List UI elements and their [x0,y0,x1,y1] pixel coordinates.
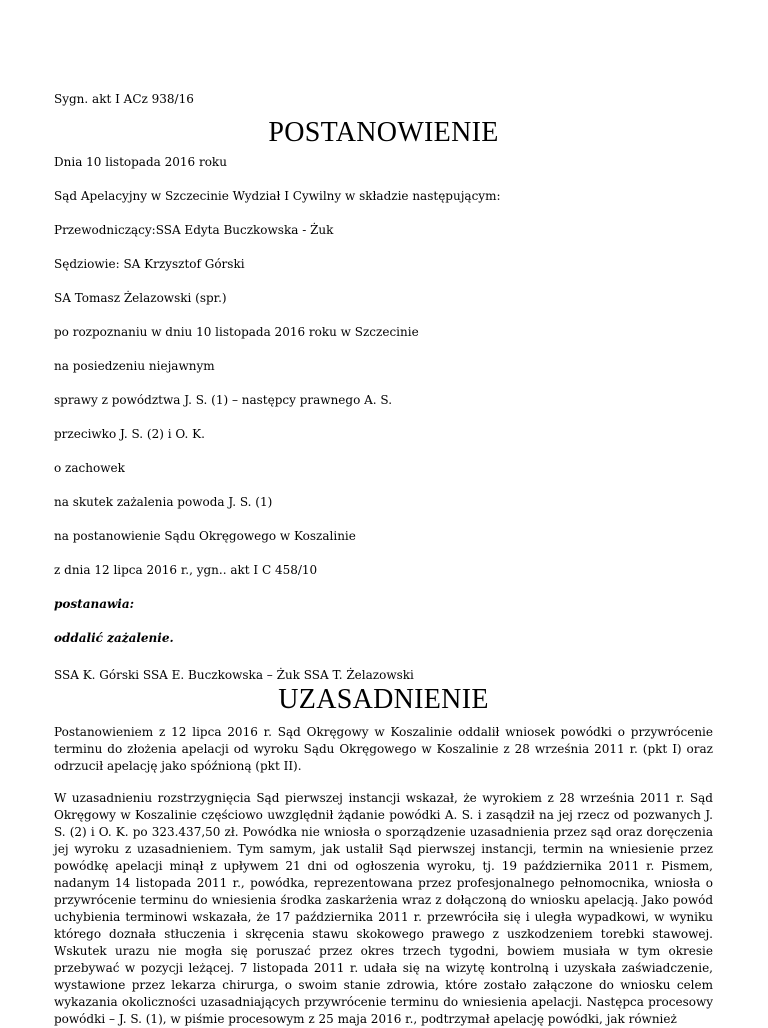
decides-label: postanawia: [54,597,135,611]
presiding-judge: Przewodniczący:SSA Edyta Buczkowska - Żuk [54,223,334,237]
document-page [54,0,713,1028]
decision-date: z dnia 12 lipca 2016 r., ygn.. akt I C 458/10 [54,563,318,577]
case-against: przeciwko J. S. (2) i O. K. [54,427,205,441]
decision-text: oddalić zażalenie. [54,631,174,645]
hearing-line: po rozpoznaniu w dniu 10 listopada 2016 roku w Szczecinie [54,325,419,339]
appealed-decision: na postanowienie Sądu Okręgowego w Koszalinie [54,529,356,543]
case-subject: o zachowek [54,461,125,475]
case-from: sprawy z powództwa J. S. (1) – następcy prawnego A. S. [54,393,393,407]
case-signature: Sygn. akt I ACz 938/16 [54,92,194,106]
signatures: SSA K. Górski SSA E. Buczkowska – Żuk SSA T. Żelazowski [54,668,414,682]
judge-rapporteur: SA Tomasz Żelazowski (spr.) [54,291,227,305]
justification-paragraph-1: Postanowieniem z 12 lipca 2016 r. Sąd Okręgowy w Koszalinie oddalił wniosek powódki o przywrócenie terminu do złożenia apelacji od wyroku Sądu Okręgowego w Koszalinie z 28 września 2011 r. (pkt I) oraz odrzucił apelację jako spóźnioną (pkt II). [54,725,713,773]
justification-paragraph-2: W uzasadnieniu rozstrzygnięcia Sąd pierwszej instancji wskazał, że wyrokiem z 28 września 2011 r. Sąd Okręgowy w Koszalinie częściowo uwzględnił żądanie powódki A. S. i zasądził na jej rzecz od pozwanych J. S. (2) i O. K. po 323.437,50 zł. Powódka nie wniosła o sporządzenie uzasadnienia przez sąd oraz doręczenia jej wyroku z uzasadnieniem. Tym samym, jak ustalił Sąd pierwszej instancji, termin na wniesienie przez powódkę apelacji minął z upływem 21 dni od ogłoszenia wyroku, tj. 19 października 2011 r. Pismem, nadanym 14 listopada 2011 r., powódka, reprezentowana przez profesjonalnego pełnomocnika, wniosła o przywrócenie terminu do wniesienia środka zaskarżenia wraz z dołączoną do wniosku apelacją. Jako powód uchybienia terminowi wskazała, że 17 października 2011 r. przewróciła się i uległa wypadkowi, w wyniku którego doznała stłuczenia i skręcenia stawu skokowego prawego z uszkodzeniem torebki stawowej. Wskutek urazu nie mogła się poruszać przez okres trzech tygodni, bowiem musiała w tym okresie przebywać w pozycji leżącej. 7 listopada 2011 r. udała się na wizytę kontrolną i uzyskała zaświadczenie, wystawione przez lekarza chirurga, o swoim stanie zdrowia, które zostało załączone do wniosku celem wykazania okoliczności uzasadniających przywrócenie terminu do wniesienia apelacji. Następca procesowy powódki – J. S. (1), w piśmie procesowym z 25 maja 2016 r., podtrzymał apelację powódki, jak również [54,791,713,1026]
ruling-title: POSTANOWIENIE [268,117,499,148]
appeal-basis: na skutek zażalenia powoda J. S. (1) [54,495,273,509]
judges: Sędziowie: SA Krzysztof Górski [54,257,245,271]
ruling-date: Dnia 10 listopada 2016 roku [54,155,227,169]
court-composition: Sąd Apelacyjny w Szczecinie Wydział I Cywilny w składzie następującym: [54,189,501,203]
justification-title: UZASADNIENIE [278,684,489,715]
session-type: na posiedzeniu niejawnym [54,359,215,373]
